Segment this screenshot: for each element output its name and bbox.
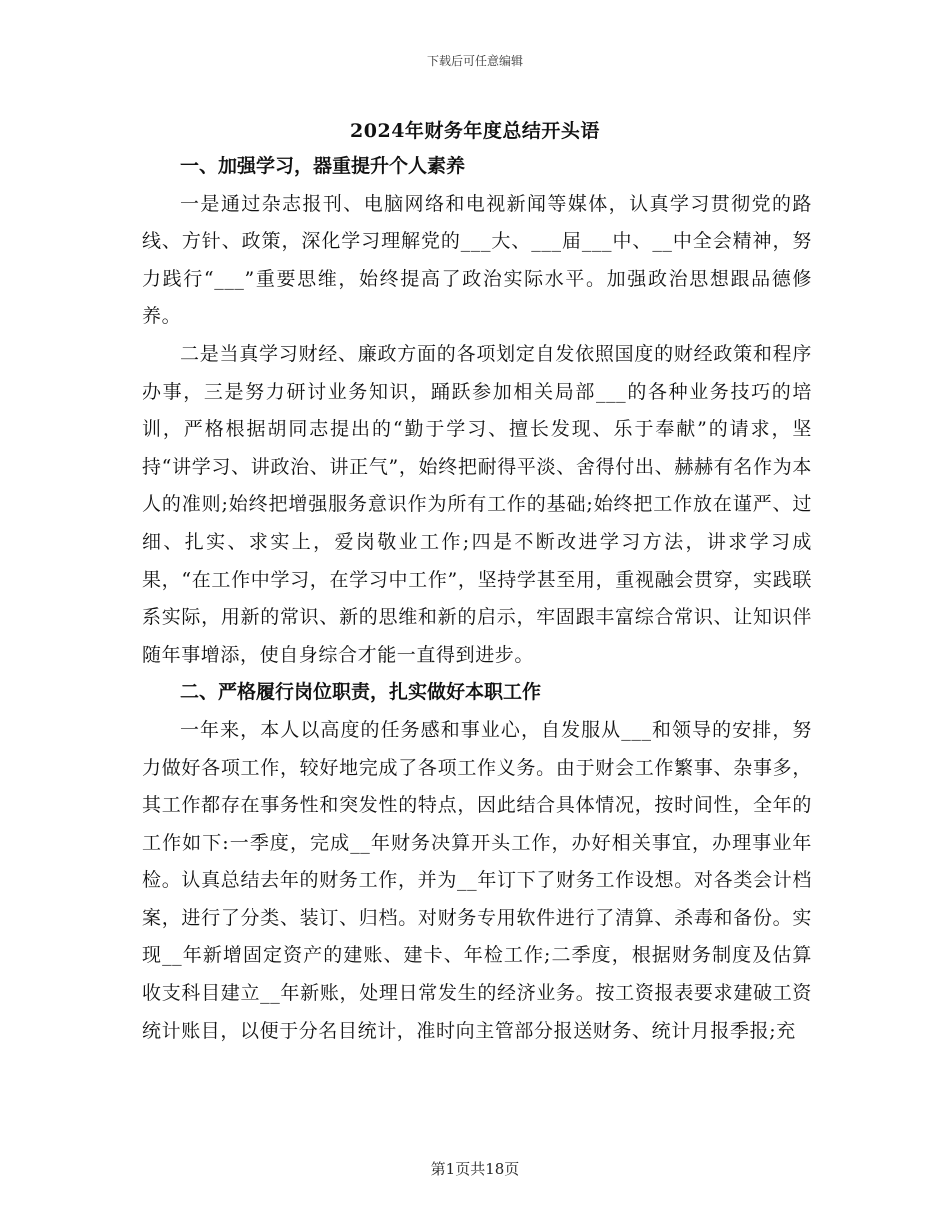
document-body xyxy=(142,148,812,1050)
page-number-footer: 第1页共18页 xyxy=(430,1160,520,1178)
document-title: 2024年财务年度总结开头语 xyxy=(350,120,600,142)
header-note: 下载后可任意编辑 xyxy=(426,54,523,68)
section-heading: 二、严格履行岗位职责，扎实做好本职工作 xyxy=(180,681,542,704)
section-heading: 一、加强学习，器重提升个人素养 xyxy=(180,155,466,177)
paragraph: 一是通过杂志报刊、电脑网络和电视新闻等媒体，认真学习贯彻党的路线、方针、政策，深化学习理解党的___大、___届___中、__中全会精神，努力践行“___”重要思维，始终提高了政治实际水平。加强政治思想跟品德修养。 xyxy=(142,192,812,328)
paragraph: 一年来，本人以高度的任务感和事业心，自发服从___和领导的安排，努力做好各项工作，较好地完成了各项工作义务。由于财会工作繁事、杂事多，其工作都存在事务性和突发性的特点，因此结合具体情况，按时间性，全年的工作如下:一季度，完成__年财务决算开头工作，办好相关事宜，办理事业年检。认真总结去年的财务工作，并为__年订下了财务工作设想。对各类会计档案，进行了分类、装订、归档。对财务专用软件进行了清算、杀毒和备份。实现__年新增固定资产的建账、建卡、年检工作;二季度，根据财务制度及估算收支科目建立__年新账，处理日常发生的经济业务。按工资报表要求建破工资统计账目，以便于分名目统计，准时向主管部分报送财务、统计月报季报;充 xyxy=(142,718,812,1042)
paragraph: 二是当真学习财经、廉政方面的各项划定自发依照国度的财经政策和程序办事，三是努力研讨业务知识，踊跃参加相关局部___的各种业务技巧的培训，严格根据胡同志提出的“勤于学习、擅长发现、乐于奉献”的请求，坚持“讲学习、讲政治、讲正气”，始终把耐得平淡、舍得付出、赫赫有名作为本人的准则;始终把增强服务意识作为所有工作的基础;始终把工作放在谨严、过细、扎实、求实上，爱岗敬业工作;四是不断改进学习方法，讲求学习成果，“在工作中学习，在学习中工作”，坚持学甚至用，重视融会贯穿，实践联系实际，用新的常识、新的思维和新的启示，牢固跟丰富综合常识、让知识伴随年事增添，使自身综合才能一直得到进步。 xyxy=(142,342,812,666)
